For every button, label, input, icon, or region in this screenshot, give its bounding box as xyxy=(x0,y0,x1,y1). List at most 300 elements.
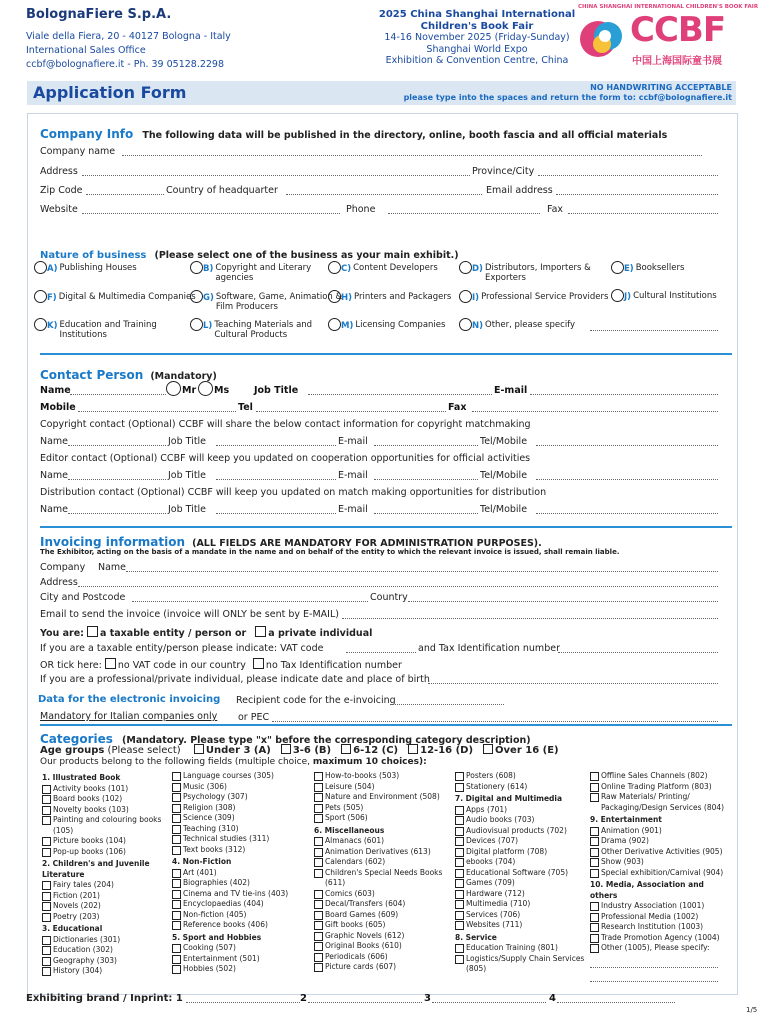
category-heading: 6. Miscellaneous xyxy=(314,825,385,835)
category-item[interactable] xyxy=(590,836,732,847)
category-label: Novelty books (103) xyxy=(53,804,129,814)
category-label: Periodicals (606) xyxy=(325,951,388,961)
category-checkbox[interactable] xyxy=(42,902,51,911)
category-checkbox[interactable] xyxy=(455,879,464,888)
birth-field[interactable] xyxy=(428,673,718,684)
nature-option[interactable] xyxy=(190,318,336,340)
taxable-checkbox[interactable] xyxy=(87,626,98,637)
contact-field[interactable] xyxy=(216,503,336,514)
category-checkbox[interactable] xyxy=(314,953,323,962)
nature-option-radio[interactable] xyxy=(459,318,472,331)
nature-option[interactable] xyxy=(611,261,747,274)
products-note: Our products belong to the following fields (multiple choice, maximum 10 choices): xyxy=(40,757,427,767)
category-label: Board books (102) xyxy=(53,794,123,803)
nature-option-label: Printers and Packagers xyxy=(354,292,452,302)
category-label: Technical studies (311) xyxy=(183,834,270,843)
category-item[interactable] xyxy=(455,847,591,858)
category-checkbox[interactable] xyxy=(590,944,599,953)
category-checkbox[interactable] xyxy=(314,869,323,878)
tax-id-field[interactable] xyxy=(558,642,718,653)
category-label: Educational Software (705) xyxy=(466,867,569,877)
phone-field[interactable] xyxy=(388,203,540,214)
age-group-checkbox[interactable] xyxy=(483,744,493,754)
contact-label-email: E-mail xyxy=(338,436,368,447)
contact-field[interactable] xyxy=(536,503,718,514)
nature-option-key: K) xyxy=(47,321,58,331)
category-item[interactable] xyxy=(172,868,308,879)
category-checkbox[interactable] xyxy=(314,848,323,857)
category-label: Pets (505) xyxy=(325,802,364,812)
company-email-field[interactable] xyxy=(556,184,718,195)
zip-field[interactable] xyxy=(86,184,164,195)
category-item[interactable] xyxy=(172,964,308,975)
nature-option[interactable] xyxy=(34,318,200,340)
category-checkbox[interactable] xyxy=(590,827,599,836)
category-item[interactable] xyxy=(455,910,591,921)
company-section-header: Company Info The following data will be published in the directory, online, booth fascia and all official materials xyxy=(40,127,668,141)
category-checkbox[interactable] xyxy=(590,913,599,922)
contact-fax-field[interactable] xyxy=(472,401,718,412)
contact-field[interactable] xyxy=(374,503,478,514)
contact-field[interactable] xyxy=(68,503,166,514)
category-checkbox[interactable] xyxy=(42,806,51,815)
category-item[interactable] xyxy=(590,857,732,868)
category-checkbox[interactable] xyxy=(314,814,323,823)
category-checkbox[interactable] xyxy=(590,923,599,932)
website-field[interactable] xyxy=(82,203,340,214)
category-checkbox[interactable] xyxy=(42,957,51,966)
category-checkbox[interactable] xyxy=(455,955,464,964)
category-item[interactable] xyxy=(590,792,732,813)
category-checkbox[interactable] xyxy=(172,835,181,844)
nature-option[interactable] xyxy=(459,261,625,283)
category-label: Geography (303) xyxy=(53,955,117,965)
category-item[interactable] xyxy=(590,933,732,944)
category-item[interactable] xyxy=(314,857,450,868)
category-item[interactable] xyxy=(42,935,168,946)
category-item[interactable] xyxy=(455,899,591,910)
category-item[interactable] xyxy=(590,943,732,954)
company-name-field[interactable] xyxy=(122,145,702,156)
nature-option-radio[interactable] xyxy=(190,318,203,331)
category-item[interactable] xyxy=(172,845,308,856)
other-business-field[interactable] xyxy=(590,320,718,331)
category-checkbox[interactable] xyxy=(42,837,51,846)
category-item[interactable] xyxy=(590,771,732,782)
category-checkbox[interactable] xyxy=(42,946,51,955)
category-label: Digital platform (708) xyxy=(466,846,548,856)
category-label: Audio books (703) xyxy=(466,815,535,824)
age-group-checkbox[interactable] xyxy=(281,744,291,754)
category-checkbox[interactable] xyxy=(455,858,464,867)
contact-label-job: Job Title xyxy=(168,504,207,515)
ms-radio[interactable] xyxy=(198,381,213,400)
category-item[interactable] xyxy=(314,899,450,910)
category-label: Special exhibition/Carnival (904) xyxy=(601,867,724,877)
nature-option-radio[interactable] xyxy=(190,290,203,303)
category-checkbox[interactable] xyxy=(314,837,323,846)
category-item[interactable] xyxy=(42,891,168,902)
category-checkbox[interactable] xyxy=(314,932,323,941)
org-address: Viale della Fiera, 20 - 40127 Bologna - Italy International Sales Office ccbf@bolognafiere.it - Ph. 39 05128.2298 xyxy=(26,31,231,70)
no-vat-checkbox[interactable] xyxy=(105,658,116,669)
invoice-email-field[interactable] xyxy=(342,608,718,619)
category-checkbox[interactable] xyxy=(314,942,323,951)
category-item[interactable] xyxy=(455,857,591,868)
category-checkbox[interactable] xyxy=(455,837,464,846)
nature-option-radio[interactable] xyxy=(34,318,47,331)
category-label: Poetry (203) xyxy=(53,911,100,921)
nature-option-radio[interactable] xyxy=(459,290,472,303)
nature-option-radio[interactable] xyxy=(459,261,472,274)
category-checkbox[interactable] xyxy=(455,772,464,781)
category-label: Teaching (310) xyxy=(183,823,239,833)
fax-field[interactable] xyxy=(568,203,718,214)
category-label: Biographies (402) xyxy=(183,878,250,887)
category-checkbox[interactable] xyxy=(314,921,323,930)
category-label: Animation Derivatives (613) xyxy=(325,846,431,856)
category-item[interactable] xyxy=(172,943,308,954)
nature-option[interactable] xyxy=(34,290,200,303)
vat-code-field[interactable] xyxy=(346,642,416,653)
pec-field[interactable] xyxy=(272,711,718,722)
category-item[interactable] xyxy=(314,962,450,973)
category-item[interactable] xyxy=(172,954,308,965)
section-divider xyxy=(40,353,732,355)
nature-option-label: Licensing Companies xyxy=(355,320,446,330)
category-checkbox[interactable] xyxy=(314,793,323,802)
contact-field[interactable] xyxy=(216,469,336,480)
contact-field[interactable] xyxy=(374,435,478,446)
category-heading: 1. Illustrated Book xyxy=(42,773,121,782)
category-item[interactable] xyxy=(42,912,168,923)
nature-option-radio[interactable] xyxy=(611,261,624,274)
category-item[interactable] xyxy=(172,878,308,889)
category-item[interactable] xyxy=(42,880,168,891)
category-checkbox[interactable] xyxy=(314,963,323,972)
private-checkbox[interactable] xyxy=(255,626,266,637)
category-heading: 5. Sport and Hobbies xyxy=(172,932,262,942)
category-item[interactable] xyxy=(455,836,591,847)
category-checkbox[interactable] xyxy=(172,793,181,802)
category-checkbox[interactable] xyxy=(42,881,51,890)
category-item[interactable] xyxy=(590,912,732,923)
category-checkbox[interactable] xyxy=(172,900,181,909)
category-item[interactable] xyxy=(590,901,732,912)
category-item[interactable] xyxy=(455,771,591,782)
nature-option[interactable] xyxy=(34,261,170,274)
category-checkbox[interactable] xyxy=(455,921,464,930)
contact-field[interactable] xyxy=(536,435,718,446)
category-item[interactable] xyxy=(172,803,308,814)
category-item[interactable] xyxy=(455,782,591,793)
contact-field[interactable] xyxy=(536,469,718,480)
invoice-city-field[interactable] xyxy=(132,591,368,602)
entity-type-row: You are: a taxable entity / person or a private individual xyxy=(40,628,373,639)
category-item[interactable] xyxy=(590,826,732,837)
category-item[interactable] xyxy=(42,847,168,858)
nature-option-label: Booksellers xyxy=(635,263,685,273)
category-checkbox[interactable] xyxy=(42,913,51,922)
age-group-option[interactable] xyxy=(408,745,473,756)
category-item[interactable] xyxy=(314,847,450,858)
category-item[interactable] xyxy=(455,954,591,975)
category-item[interactable] xyxy=(455,920,591,931)
category-item[interactable] xyxy=(172,782,308,793)
category-label: History (304) xyxy=(53,966,103,975)
category-checkbox[interactable] xyxy=(172,921,181,930)
category-item[interactable] xyxy=(590,868,732,879)
category-checkbox[interactable] xyxy=(455,816,464,825)
contact-field[interactable] xyxy=(374,469,478,480)
category-checkbox[interactable] xyxy=(172,955,181,964)
category-item[interactable] xyxy=(314,868,450,889)
category-item[interactable] xyxy=(314,771,450,782)
category-checkbox[interactable] xyxy=(42,785,51,794)
contact-job-field[interactable] xyxy=(308,384,492,395)
category-checkbox[interactable] xyxy=(172,965,181,974)
category-item[interactable] xyxy=(314,836,450,847)
contact-label-name: Name xyxy=(40,504,69,515)
category-checkbox[interactable] xyxy=(455,890,464,899)
category-checkbox[interactable] xyxy=(455,944,464,953)
province-field[interactable] xyxy=(538,165,718,176)
contact-label-job: Job Title xyxy=(168,470,207,481)
category-label: Logistics/Supply Chain Services (805) xyxy=(466,953,585,973)
category-item[interactable] xyxy=(42,945,168,956)
nature-option-key: G) xyxy=(203,293,214,303)
nature-option-key: A) xyxy=(47,264,58,274)
category-item[interactable] xyxy=(172,824,308,835)
category-checkbox[interactable] xyxy=(172,846,181,855)
category-item[interactable] xyxy=(172,834,308,845)
other-category-field[interactable] xyxy=(590,971,718,982)
category-label: Stationery (614) xyxy=(466,781,528,791)
no-tax-id-checkbox[interactable] xyxy=(253,658,264,669)
category-item[interactable] xyxy=(172,920,308,931)
category-checkbox[interactable] xyxy=(314,858,323,867)
age-group-option[interactable] xyxy=(281,745,331,756)
category-label: Art (401) xyxy=(183,867,217,877)
contact-mobile-field[interactable] xyxy=(78,401,236,412)
category-checkbox[interactable] xyxy=(172,911,181,920)
category-checkbox[interactable] xyxy=(314,911,323,920)
age-group-option[interactable] xyxy=(194,745,271,756)
nature-option-radio[interactable] xyxy=(328,318,341,331)
category-checkbox[interactable] xyxy=(42,848,51,857)
nature-option-radio[interactable] xyxy=(34,261,47,274)
country-field[interactable] xyxy=(286,184,482,195)
category-item[interactable] xyxy=(42,956,168,967)
age-group-option[interactable] xyxy=(483,745,559,756)
category-item[interactable] xyxy=(590,782,732,793)
category-item[interactable] xyxy=(172,899,308,910)
category-checkbox[interactable] xyxy=(455,827,464,836)
age-group-checkbox[interactable] xyxy=(408,744,418,754)
category-item[interactable] xyxy=(42,815,168,836)
nature-option-radio[interactable] xyxy=(34,290,47,303)
contact-field[interactable] xyxy=(216,435,336,446)
nature-option-radio[interactable] xyxy=(328,290,341,303)
category-checkbox[interactable] xyxy=(42,936,51,945)
age-group-label: Over 16 (E) xyxy=(495,745,559,756)
category-item[interactable] xyxy=(455,878,591,889)
nature-option[interactable] xyxy=(459,290,615,303)
category-item[interactable] xyxy=(42,836,168,847)
category-checkbox[interactable] xyxy=(172,814,181,823)
category-checkbox[interactable] xyxy=(314,783,323,792)
mr-radio[interactable] xyxy=(166,381,181,400)
category-checkbox[interactable] xyxy=(314,772,323,781)
nature-option[interactable] xyxy=(328,261,474,274)
nature-option-label: Teaching Materials and Cultural Products xyxy=(214,320,313,340)
category-checkbox[interactable] xyxy=(314,804,323,813)
brand-3-field[interactable] xyxy=(432,992,546,1003)
category-checkbox[interactable] xyxy=(590,902,599,911)
brand-1-field[interactable] xyxy=(186,992,300,1003)
category-item[interactable] xyxy=(314,931,450,942)
category-checkbox[interactable] xyxy=(590,869,599,878)
category-checkbox[interactable] xyxy=(590,837,599,846)
category-item[interactable] xyxy=(172,771,308,782)
category-label: Apps (701) xyxy=(466,804,508,814)
category-label: Education (302) xyxy=(53,945,113,954)
category-item[interactable] xyxy=(590,922,732,933)
invoice-company-field[interactable] xyxy=(126,561,718,572)
category-item[interactable] xyxy=(314,941,450,952)
category-checkbox[interactable] xyxy=(172,890,181,899)
category-item[interactable] xyxy=(590,847,732,858)
nature-option-radio[interactable] xyxy=(328,261,341,274)
contact-field[interactable] xyxy=(68,469,166,480)
category-checkbox[interactable] xyxy=(172,879,181,888)
category-item[interactable] xyxy=(314,889,450,900)
category-item[interactable] xyxy=(42,966,168,977)
category-checkbox[interactable] xyxy=(42,816,51,825)
category-item[interactable] xyxy=(172,910,308,921)
section-divider xyxy=(40,724,732,726)
age-group-checkbox[interactable] xyxy=(194,744,204,754)
brand-2-field[interactable] xyxy=(308,992,422,1003)
category-item[interactable] xyxy=(172,889,308,900)
nature-header: Nature of business (Please select one of the business as your main exhibit.) xyxy=(40,250,459,261)
nature-option-key: M) xyxy=(341,321,354,331)
category-checkbox[interactable] xyxy=(314,890,323,899)
nature-option-label: Content Developers xyxy=(353,263,438,273)
category-item[interactable] xyxy=(455,889,591,900)
category-label: Dictionaries (301) xyxy=(53,934,121,944)
nature-option-label: Education and Training Institutions xyxy=(59,320,157,340)
category-checkbox[interactable] xyxy=(42,795,51,804)
category-column xyxy=(42,771,168,977)
logo-swirl-icon xyxy=(578,14,628,64)
contact-email-field[interactable] xyxy=(530,384,718,395)
contact-label-name: Name xyxy=(40,470,69,481)
category-label: Hardware (712) xyxy=(466,888,525,898)
category-item[interactable] xyxy=(42,805,168,816)
category-checkbox[interactable] xyxy=(172,772,181,781)
category-item[interactable] xyxy=(42,784,168,795)
category-checkbox[interactable] xyxy=(172,869,181,878)
category-checkbox[interactable] xyxy=(590,772,599,781)
category-item[interactable] xyxy=(172,792,308,803)
category-checkbox[interactable] xyxy=(42,967,51,976)
category-item[interactable] xyxy=(455,815,591,826)
category-item[interactable] xyxy=(42,794,168,805)
category-checkbox[interactable] xyxy=(455,900,464,909)
category-checkbox[interactable] xyxy=(455,869,464,878)
category-item[interactable] xyxy=(314,792,450,803)
age-group-label: 3-6 (B) xyxy=(292,745,332,756)
category-item[interactable] xyxy=(455,805,591,816)
nature-option[interactable] xyxy=(190,261,326,283)
category-checkbox[interactable] xyxy=(455,806,464,815)
category-checkbox[interactable] xyxy=(42,892,51,901)
nature-option-radio[interactable] xyxy=(611,289,624,302)
category-checkbox[interactable] xyxy=(314,900,323,909)
nature-option[interactable] xyxy=(611,289,757,302)
other-category-field[interactable] xyxy=(590,957,718,968)
recipient-code-field[interactable] xyxy=(390,694,504,705)
brand-row: Exhibiting brand / Inprint: 1 xyxy=(26,993,183,1004)
category-checkbox[interactable] xyxy=(172,783,181,792)
contact-name-field[interactable] xyxy=(70,384,166,395)
category-item[interactable] xyxy=(42,901,168,912)
category-item[interactable] xyxy=(314,782,450,793)
contact-field[interactable] xyxy=(68,435,166,446)
age-group-checkbox[interactable] xyxy=(341,744,351,754)
nature-option-radio[interactable] xyxy=(190,261,203,274)
category-item[interactable] xyxy=(314,952,450,963)
brand-4-field[interactable] xyxy=(557,992,675,1003)
category-label: Cinema and TV tie-ins (403) xyxy=(183,888,289,898)
category-checkbox[interactable] xyxy=(172,825,181,834)
category-label: Graphic Novels (612) xyxy=(325,930,405,940)
invoice-country-field[interactable] xyxy=(408,591,718,602)
contact-label-tel: Tel/Mobile xyxy=(480,504,528,515)
category-checkbox[interactable] xyxy=(455,911,464,920)
category-label: ebooks (704) xyxy=(466,857,516,866)
category-label: Calendars (602) xyxy=(325,857,386,866)
category-checkbox[interactable] xyxy=(590,793,599,802)
category-item[interactable] xyxy=(314,910,450,921)
category-item[interactable] xyxy=(314,813,450,824)
category-checkbox[interactable] xyxy=(590,934,599,943)
category-checkbox[interactable] xyxy=(590,848,599,857)
category-item[interactable] xyxy=(172,813,308,824)
category-checkbox[interactable] xyxy=(590,858,599,867)
nature-option-key: D) xyxy=(472,264,483,274)
category-checkbox[interactable] xyxy=(590,783,599,792)
company-address-field[interactable] xyxy=(82,165,470,176)
contact-label-tel: Tel/Mobile xyxy=(480,470,528,481)
category-checkbox[interactable] xyxy=(172,804,181,813)
category-checkbox[interactable] xyxy=(455,783,464,792)
category-item[interactable] xyxy=(455,868,591,879)
category-label: Novels (202) xyxy=(53,901,101,910)
form-banner xyxy=(27,81,736,105)
category-item[interactable] xyxy=(455,826,591,837)
category-item[interactable] xyxy=(314,803,450,814)
invoice-address-field[interactable] xyxy=(78,576,718,587)
contact-tel-field[interactable] xyxy=(256,401,446,412)
category-label: Sport (506) xyxy=(325,813,368,822)
category-item[interactable] xyxy=(314,920,450,931)
category-item[interactable] xyxy=(455,943,591,954)
age-group-option[interactable] xyxy=(341,745,398,756)
category-checkbox[interactable] xyxy=(455,848,464,857)
category-checkbox[interactable] xyxy=(172,944,181,953)
